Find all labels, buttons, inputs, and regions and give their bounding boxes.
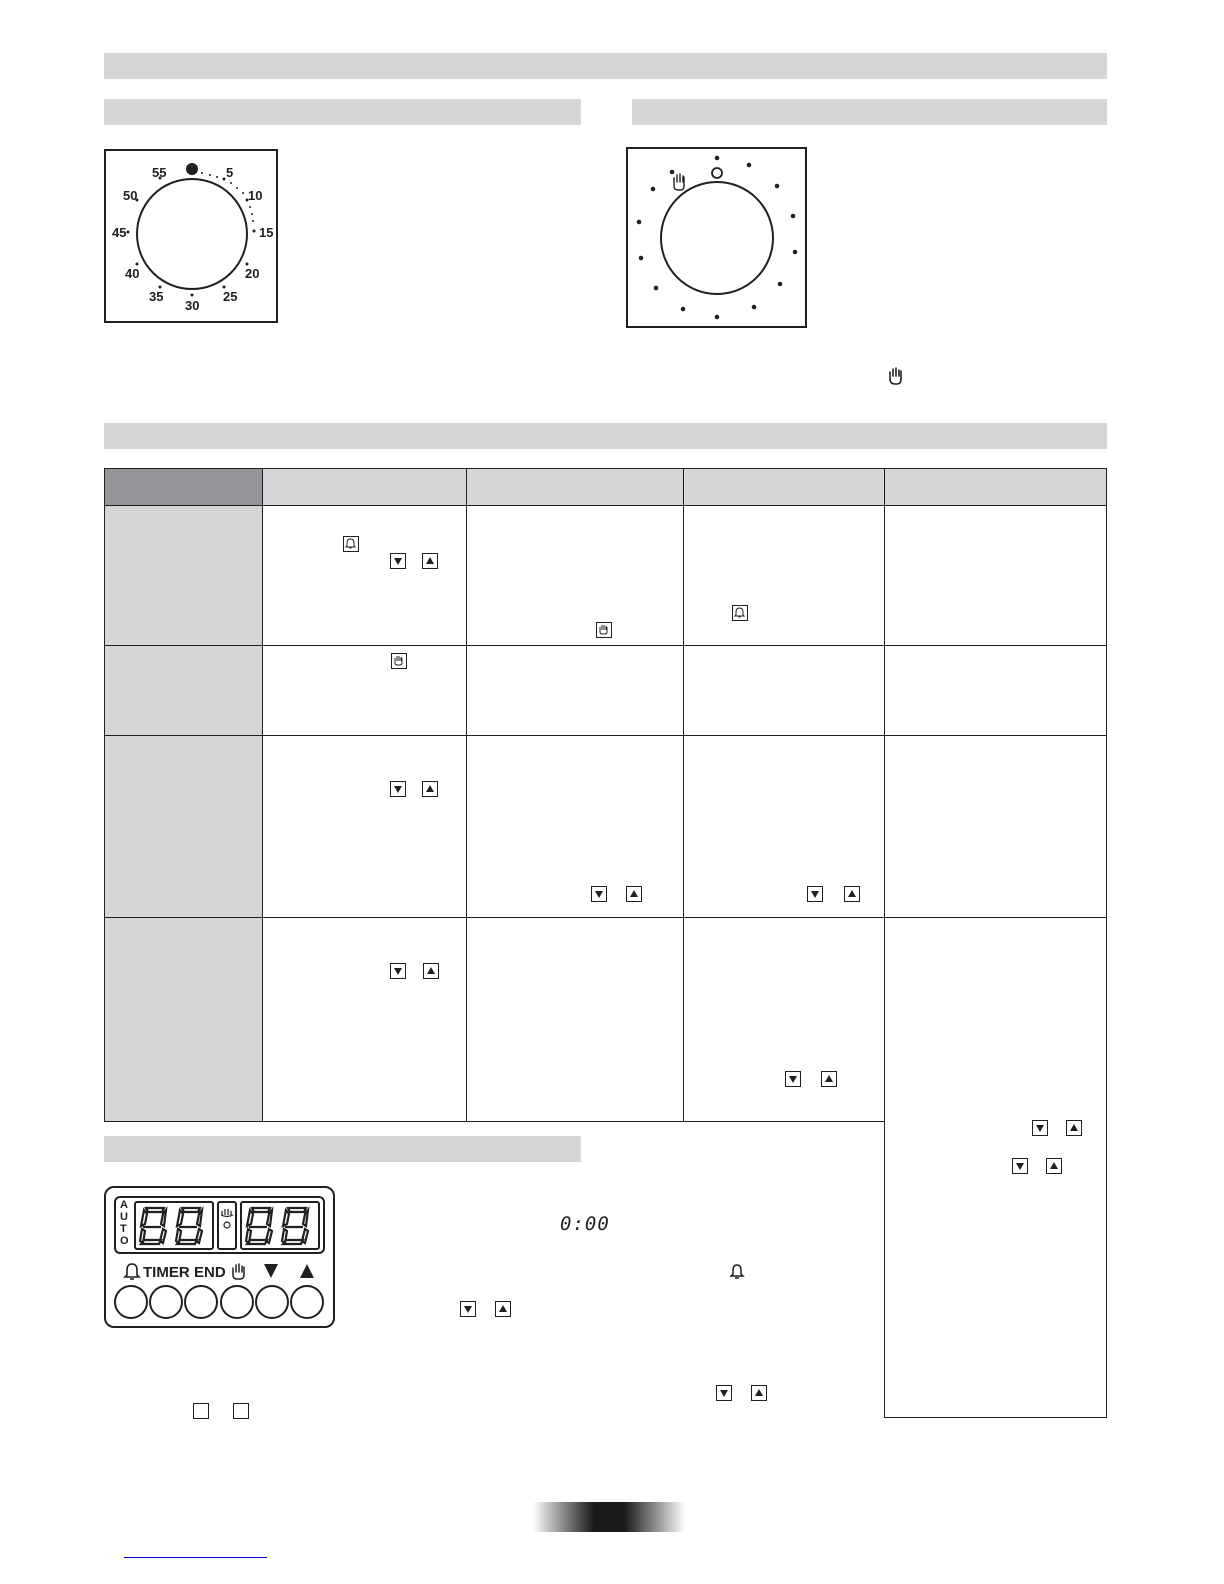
down-arrow-icon bbox=[785, 1071, 801, 1087]
table-header-col-2 bbox=[467, 468, 684, 506]
table-col-divider-1 bbox=[262, 468, 263, 1122]
up-arrow-icon bbox=[751, 1385, 767, 1401]
bell-icon bbox=[732, 605, 748, 621]
table-row-divider-3 bbox=[104, 917, 1107, 918]
up-button[interactable] bbox=[290, 1285, 324, 1319]
hand-icon bbox=[596, 622, 612, 638]
table-col-divider-3 bbox=[683, 468, 684, 1122]
up-arrow-icon bbox=[423, 963, 439, 979]
up-arrow-icon bbox=[626, 886, 642, 902]
hand-icon bbox=[674, 174, 684, 190]
minute-label-50: 50 bbox=[123, 188, 138, 203]
minute-label-20: 20 bbox=[245, 266, 260, 281]
minute-dial-dots bbox=[127, 172, 256, 297]
timer-label: TIMER bbox=[143, 1264, 190, 1281]
table-col-divider-4 bbox=[884, 468, 885, 1418]
hand-icon bbox=[230, 1262, 247, 1282]
minute-minder-button[interactable] bbox=[114, 1285, 148, 1319]
bell-icon bbox=[343, 536, 359, 552]
end-label: END bbox=[194, 1264, 226, 1281]
table-header-col-4 bbox=[885, 468, 1107, 506]
down-arrow-icon bbox=[1032, 1120, 1048, 1136]
down-arrow-icon bbox=[1012, 1158, 1028, 1174]
up-arrow-icon bbox=[844, 886, 860, 902]
auto-letter-u: U bbox=[120, 1211, 128, 1223]
table-border-left bbox=[104, 468, 105, 1122]
timer-dial-graphic bbox=[628, 149, 805, 326]
minute-minder-dial bbox=[104, 149, 278, 323]
up-arrow-icon bbox=[422, 781, 438, 797]
down-arrow-icon bbox=[263, 1262, 279, 1280]
minute-label-10: 10 bbox=[248, 188, 263, 203]
empty-square-icon bbox=[233, 1403, 249, 1419]
up-arrow-icon bbox=[422, 553, 438, 569]
down-arrow-icon bbox=[390, 963, 406, 979]
up-arrow-icon bbox=[1066, 1120, 1082, 1136]
minute-dial-knob[interactable] bbox=[137, 179, 247, 289]
up-arrow-icon bbox=[821, 1071, 837, 1087]
table-border-bottom bbox=[104, 1121, 885, 1122]
timer-dial-knob[interactable] bbox=[661, 182, 773, 294]
lcd-hour-digits bbox=[134, 1201, 214, 1250]
table-border-header bbox=[104, 505, 1107, 506]
hand-icon bbox=[887, 366, 905, 386]
minute-label-55: 55 bbox=[152, 165, 167, 180]
minute-label-40: 40 bbox=[125, 266, 140, 281]
display-example: 0:00 bbox=[560, 1213, 610, 1235]
lcd-display bbox=[114, 1196, 325, 1254]
end-button[interactable] bbox=[184, 1285, 218, 1319]
lcd-minute-digits bbox=[240, 1201, 320, 1250]
table-header-col-1 bbox=[263, 468, 467, 506]
down-arrow-icon bbox=[460, 1301, 476, 1317]
down-arrow-icon bbox=[390, 781, 406, 797]
minute-label-45: 45 bbox=[112, 225, 127, 240]
lcd-separator bbox=[217, 1201, 237, 1250]
dot-icon bbox=[224, 1222, 230, 1228]
empty-square-icon bbox=[193, 1403, 209, 1419]
minute-label-5: 5 bbox=[226, 165, 234, 180]
timer-button[interactable] bbox=[149, 1285, 183, 1319]
table-border-right bbox=[1106, 468, 1107, 1418]
table-header-corner bbox=[104, 468, 263, 506]
table-col-divider-2 bbox=[466, 468, 467, 1122]
electronic-programmer-panel bbox=[104, 1186, 335, 1328]
minute-label-15: 15 bbox=[259, 225, 274, 240]
auto-letter-o: O bbox=[120, 1235, 129, 1247]
down-button[interactable] bbox=[255, 1285, 289, 1319]
mechanical-timer-dial bbox=[626, 147, 807, 328]
up-arrow-icon bbox=[299, 1262, 315, 1280]
up-arrow-icon bbox=[1046, 1158, 1062, 1174]
mechanical-timer-header-bar bbox=[632, 99, 1107, 125]
electronic-programmer-header-bar bbox=[104, 1136, 581, 1162]
cooking-icon bbox=[221, 1209, 233, 1217]
minute-label-30: 30 bbox=[185, 298, 200, 313]
down-arrow-icon bbox=[390, 553, 406, 569]
down-arrow-icon bbox=[716, 1385, 732, 1401]
row-label-manual bbox=[104, 646, 263, 736]
minute-minder-header-bar bbox=[104, 99, 581, 125]
row-label-minute-minder bbox=[104, 506, 263, 646]
up-arrow-icon bbox=[495, 1301, 511, 1317]
table-header-col-3 bbox=[684, 468, 885, 506]
row-label-auto bbox=[104, 918, 263, 1122]
auto-letter-t: T bbox=[120, 1223, 127, 1235]
bell-icon bbox=[122, 1262, 142, 1282]
row-label-semi-auto bbox=[104, 736, 263, 918]
table-row-divider-2 bbox=[104, 735, 1107, 736]
minute-label-25: 25 bbox=[223, 289, 238, 304]
minute-dial-graphic bbox=[106, 151, 276, 321]
minute-label-35: 35 bbox=[149, 289, 164, 304]
timer-off-marker bbox=[712, 168, 722, 178]
hand-icon bbox=[391, 653, 407, 669]
footer-link-underline bbox=[124, 1557, 267, 1558]
table-row-divider-1 bbox=[104, 645, 1107, 646]
down-arrow-icon bbox=[807, 886, 823, 902]
page-number-tab bbox=[533, 1502, 685, 1532]
auto-letter-a: A bbox=[120, 1199, 128, 1211]
table-border-top bbox=[104, 468, 1107, 469]
bell-icon bbox=[728, 1263, 746, 1281]
top-section-bar bbox=[104, 53, 1107, 79]
down-arrow-icon bbox=[591, 886, 607, 902]
table-border-bottom-last-col bbox=[885, 1417, 1107, 1418]
minute-dial-pointer bbox=[186, 163, 198, 175]
manual-button[interactable] bbox=[220, 1285, 254, 1319]
programmer-section-bar bbox=[104, 423, 1107, 449]
